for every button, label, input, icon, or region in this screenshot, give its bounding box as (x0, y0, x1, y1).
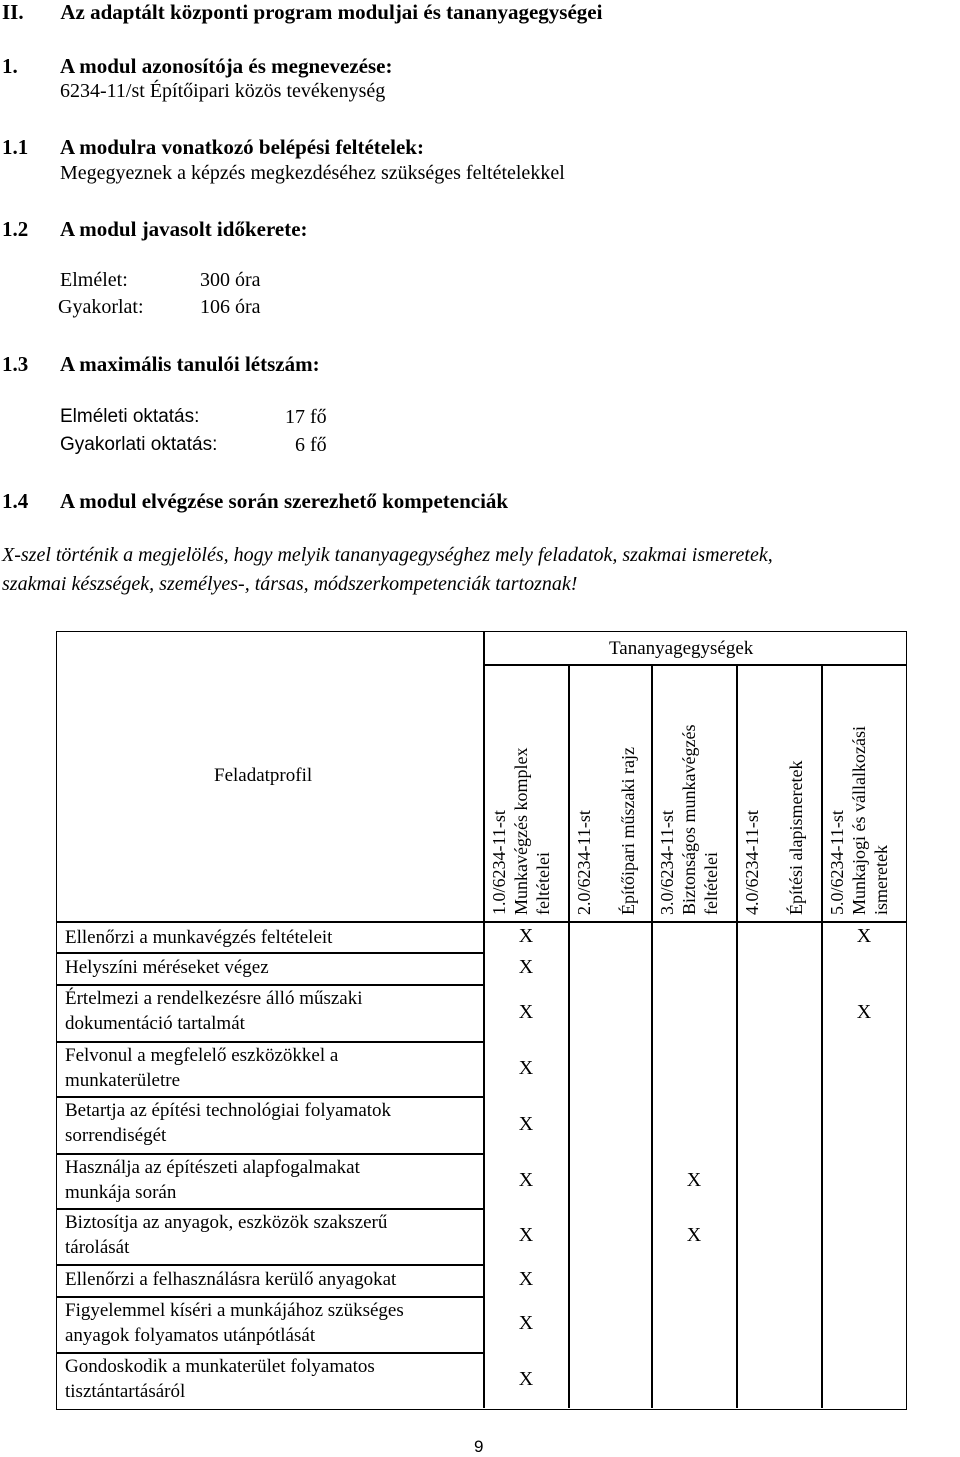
task-line-1: Biztosítja az anyagok, eszközök szakszerű (65, 1212, 388, 1233)
s1-title: A modul azonosítója és megnevezése: (60, 54, 393, 78)
task-line-1: Gondoskodik a munkaterület folyamatos (65, 1356, 375, 1377)
row-divider (57, 1264, 483, 1266)
column-1-code: 1.0/6234-11-st (489, 810, 509, 915)
table-cell-mark: X (686, 1168, 702, 1191)
s13-title: A maximális tanulói létszám: (60, 352, 320, 376)
s12-num: 1.2 (2, 217, 29, 241)
table-row-task (65, 1098, 465, 1148)
s14-note-line2: szakmai készségek, személyes-, társas, módszerkompetenciák tartoznak! (2, 573, 578, 595)
task-line-2: tisztántartásáról (65, 1381, 186, 1402)
s12-elmelet-value: 300 óra (200, 269, 261, 291)
s12-gyakorlat-value: 106 óra (200, 296, 261, 318)
column-3-code: 3.0/6234-11-st (657, 810, 677, 915)
table-row-task (65, 986, 465, 1036)
task-line-2: anyagok folyamatos utánpótlását (65, 1325, 316, 1346)
column-5-name-2: ismeretek (871, 845, 891, 915)
task-line-1: Ellenőrzi a felhasználásra kerülő anyagokat (65, 1269, 397, 1290)
column-3-name-2: feltételei (701, 852, 721, 915)
col-divider-2 (651, 664, 653, 1408)
table-row-task (65, 1155, 465, 1205)
column-2-name: Építőipari műszaki rajz (618, 747, 638, 915)
table-row-task (65, 1298, 465, 1348)
s13-gyakorlati-label: Gyakorlati oktatás: (60, 434, 218, 455)
table-cell-mark: X (518, 925, 534, 947)
section-title: II. Az adaptált központi program moduljai és tananyagegységei (2, 0, 603, 24)
col-divider-0 (483, 632, 485, 1408)
group-header-divider (483, 664, 906, 666)
s14-title: A modul elvégzése során szerezhető kompetenciák (60, 489, 509, 513)
col-divider-4 (821, 664, 823, 1408)
table-cell-mark: X (518, 1312, 534, 1334)
table-row-task (65, 1354, 465, 1404)
table-row-task (65, 1210, 465, 1260)
s13-elmeleti-value: 17 fő (285, 406, 327, 428)
s11-title: A modulra vonatkozó belépési feltételek: (60, 135, 424, 159)
task-line-1: Használja az építészeti alapfogalmakat (65, 1157, 360, 1178)
column-3-name: Biztonságos munkavégzés (679, 724, 699, 915)
s11-num: 1.1 (2, 135, 29, 159)
column-4-code: 4.0/6234-11-st (742, 810, 762, 915)
table-cell-mark: X (518, 1368, 534, 1390)
table-row-task (65, 925, 465, 950)
page-number: 9 (474, 1437, 484, 1456)
task-line-1: Betartja az építési technológiai folyamatok (65, 1100, 392, 1121)
s14-note-line1: X-szel történik a megjelölés, hogy melyik tananyagegységhez mely feladatok, szakmai ismeretek, (2, 544, 773, 566)
s14-num: 1.4 (2, 489, 29, 513)
task-line-1: Értelmezi a rendelkezésre álló műszaki (65, 988, 363, 1009)
task-line-2: munkaterületre (65, 1070, 181, 1091)
table-cell-mark: X (686, 1224, 702, 1246)
s12-elmelet-label: Elmélet: (60, 269, 128, 291)
s1-value: 6234-11/st Építőipari közös tevékenység (60, 80, 386, 102)
task-line-1: Ellenőrzi a munkavégzés feltételeit (65, 927, 333, 948)
table-cell-mark: X (518, 1000, 534, 1023)
column-1-name: Munkavégzés komplex (511, 747, 531, 915)
column-4-name: Építési alapismeretek (786, 760, 806, 915)
task-line-1: Felvonul a megfelelő eszközökkel a (65, 1045, 339, 1066)
s12-gyakorlat-label: Gyakorlat: (58, 296, 144, 318)
table-cell-mark: X (518, 1224, 534, 1246)
table-cell-mark: X (518, 956, 534, 978)
s12-title: A modul javasolt időkerete: (60, 217, 308, 241)
column-1-name-2: feltételei (533, 852, 553, 915)
s11-value: Megegyeznek a képzés megkezdéséhez szükséges feltételekkel (60, 162, 565, 184)
row-header: Feladatprofil (214, 765, 313, 786)
column-5-name: Munkajogi és vállalkozási (849, 726, 869, 915)
s13-gyakorlati-value: 6 fő (295, 434, 327, 456)
table-row-task (65, 1043, 465, 1093)
table-cell-mark: X (856, 1000, 872, 1023)
table-row-task (65, 1267, 465, 1292)
column-2-code: 2.0/6234-11-st (574, 810, 594, 915)
task-line-2: dokumentáció tartalmát (65, 1013, 245, 1034)
task-line-2: munkája során (65, 1182, 177, 1203)
table-cell-mark: X (518, 1056, 534, 1079)
column-5-code: 5.0/6234-11-st (827, 810, 847, 915)
table-row-task (65, 955, 465, 980)
col-divider-1 (568, 664, 570, 1408)
s1-num: 1. (2, 54, 18, 78)
task-line-2: sorrendiségét (65, 1125, 167, 1146)
competency-table (56, 631, 907, 1410)
s13-elmeleti-label: Elméleti oktatás: (60, 406, 200, 427)
row-divider (57, 952, 483, 954)
table-cell-mark: X (518, 1112, 534, 1135)
header-divider (57, 921, 906, 923)
task-line-2: tárolását (65, 1237, 130, 1258)
task-line-1: Helyszíni méréseket végez (65, 957, 269, 978)
group-header: Tananyagegységek (609, 638, 754, 659)
table-cell-mark: X (518, 1168, 534, 1191)
task-line-1: Figyelemmel kíséri a munkájához szükséges (65, 1300, 404, 1321)
s13-num: 1.3 (2, 352, 29, 376)
col-divider-3 (736, 664, 738, 1408)
table-cell-mark: X (856, 925, 872, 947)
table-cell-mark: X (518, 1268, 534, 1290)
